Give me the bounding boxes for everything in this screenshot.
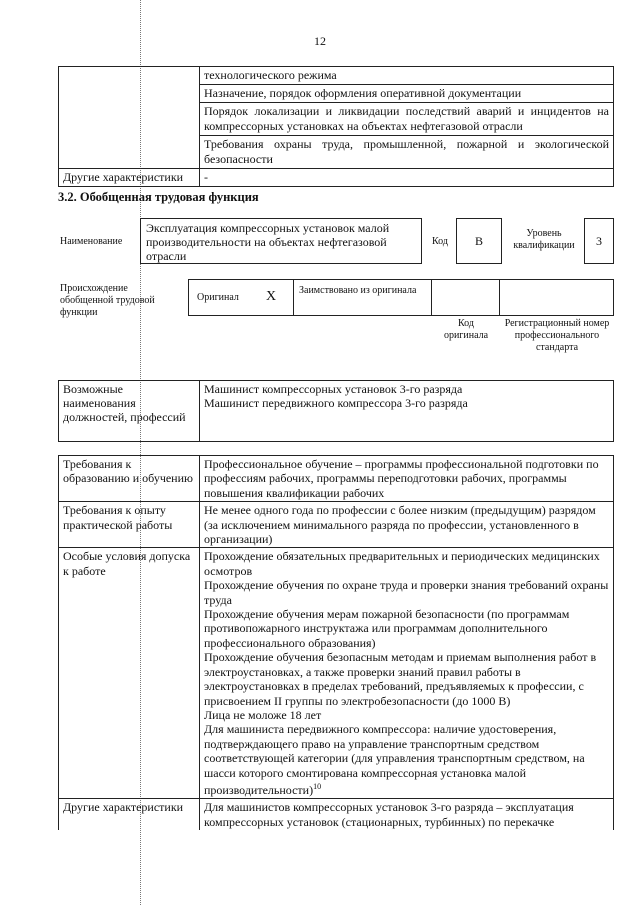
original-label: Оригинал <box>197 292 239 303</box>
function-name-value: Эксплуатация компрессорных установок малой производительности на объектах нефтегазовой отрасли <box>146 221 390 263</box>
positions-table <box>58 380 614 442</box>
page-number: 12 <box>314 34 326 48</box>
requirement-line: Прохождение обучения безопасным методам и приемам выполнения работ в электроустановках, а также проверки знаний правил работы в электроустановках в пределах требований, предъявляемых к профессии, с присвоением II группы по электробезопасности (до 1000 В) <box>204 650 597 708</box>
name-label: Наименование <box>60 236 123 247</box>
admission-label: Особые условия допуска к работе <box>59 548 200 799</box>
origin-row <box>188 279 614 316</box>
level-value-box <box>584 218 614 264</box>
table-row <box>59 169 614 187</box>
level-label: Уровень квалификации <box>513 228 575 251</box>
requirement-text: Для машиниста передвижного компрессора: наличие удостоверения, подтверждающего право на управление транспортным средством соответствующей категории (для управления транспортным средством, на шасси которого смонтирована компрессорная установка малой производительности) <box>204 722 585 797</box>
table-row <box>59 502 614 548</box>
requirement-line: Профессиональное обучение – программы профессиональной подготовки по профессиям рабочих, программы переподготовки рабочих, программы повышения квалификации рабочих <box>204 457 599 500</box>
requirement-line <box>204 722 609 797</box>
origin-divider <box>293 280 294 315</box>
other-characteristics-label: Другие характеристики <box>59 799 200 830</box>
table-row <box>59 548 614 799</box>
reg-number-label: Регистрационный номер профессионального стандарта <box>504 318 610 353</box>
table-row <box>59 799 614 830</box>
footnote-ref: 10 <box>313 781 322 791</box>
origin-label: Происхождение обобщенной трудовой функции <box>60 283 155 318</box>
positions-value <box>200 381 614 442</box>
education-label: Требования к образованию и обучению <box>59 456 200 502</box>
table-cell-value: Порядок локализации и ликвидации последствий аварий и инцидентов на компрессорных установках на объектах нефтегазовой отрасли <box>200 103 614 136</box>
original-mark: X <box>266 289 277 304</box>
requirement-line: Прохождение обязательных предварительных и периодических медицинских осмотров <box>204 549 600 578</box>
code-value: B <box>474 234 483 248</box>
table-row <box>59 381 614 442</box>
table-cell-value: технологического режима <box>200 67 614 85</box>
table-row <box>59 67 614 85</box>
level-value: 3 <box>596 234 602 248</box>
borrowed-label: Заимствовано из оригинала <box>299 285 417 296</box>
origin-divider <box>431 280 432 315</box>
other-characteristics-value: - <box>200 169 614 187</box>
code-original-label: Код оригинала <box>443 318 489 341</box>
requirement-line: Прохождение обучения мерам пожарной безопасности (по программам противопожарного инструктажа или программам дополнительного профессионального образования) <box>204 607 570 650</box>
experience-label: Требования к опыту практической работы <box>59 502 200 548</box>
requirement-line: Лица не моложе 18 лет <box>204 707 322 722</box>
table-row <box>59 456 614 502</box>
origin-divider <box>499 280 500 315</box>
code-value-box <box>456 218 502 264</box>
admission-value <box>200 548 614 799</box>
requirement-line: Для машинистов компрессорных установок 3-го разряда – эксплуатация компрессорных установок (стационарных, турбинных) по перекачке <box>204 800 574 829</box>
requirement-line: Прохождение обучения по охране труда и проверки знания требований охраны труда <box>204 578 609 607</box>
top-table <box>58 66 614 187</box>
section-heading: 3.2. Обобщенная трудовая функция <box>58 190 259 204</box>
table-cell-label <box>59 67 200 169</box>
table-cell-value: Требования охраны труда, промышленной, пожарной и экологической безопасности <box>200 136 614 169</box>
code-label: Код <box>432 236 448 247</box>
experience-value <box>200 502 614 548</box>
requirement-line: Не менее одного года по профессии с более низким (предыдущим) разрядом (за исключением минимального разряда по профессии, установленного в организации) <box>204 503 596 547</box>
education-value <box>200 456 614 502</box>
other-characteristics-value <box>200 799 614 830</box>
table-cell-value: Назначение, порядок оформления оперативной документации <box>200 85 614 103</box>
requirements-table <box>58 455 614 830</box>
function-name-box <box>140 218 422 264</box>
position-line: Машинист передвижного компрессора 3-го разряда <box>204 396 468 410</box>
positions-label: Возможные наименования должностей, профессий <box>59 381 200 442</box>
position-line: Машинист компрессорных установок 3-го разряда <box>204 382 463 396</box>
other-characteristics-label: Другие характеристики <box>59 169 200 187</box>
